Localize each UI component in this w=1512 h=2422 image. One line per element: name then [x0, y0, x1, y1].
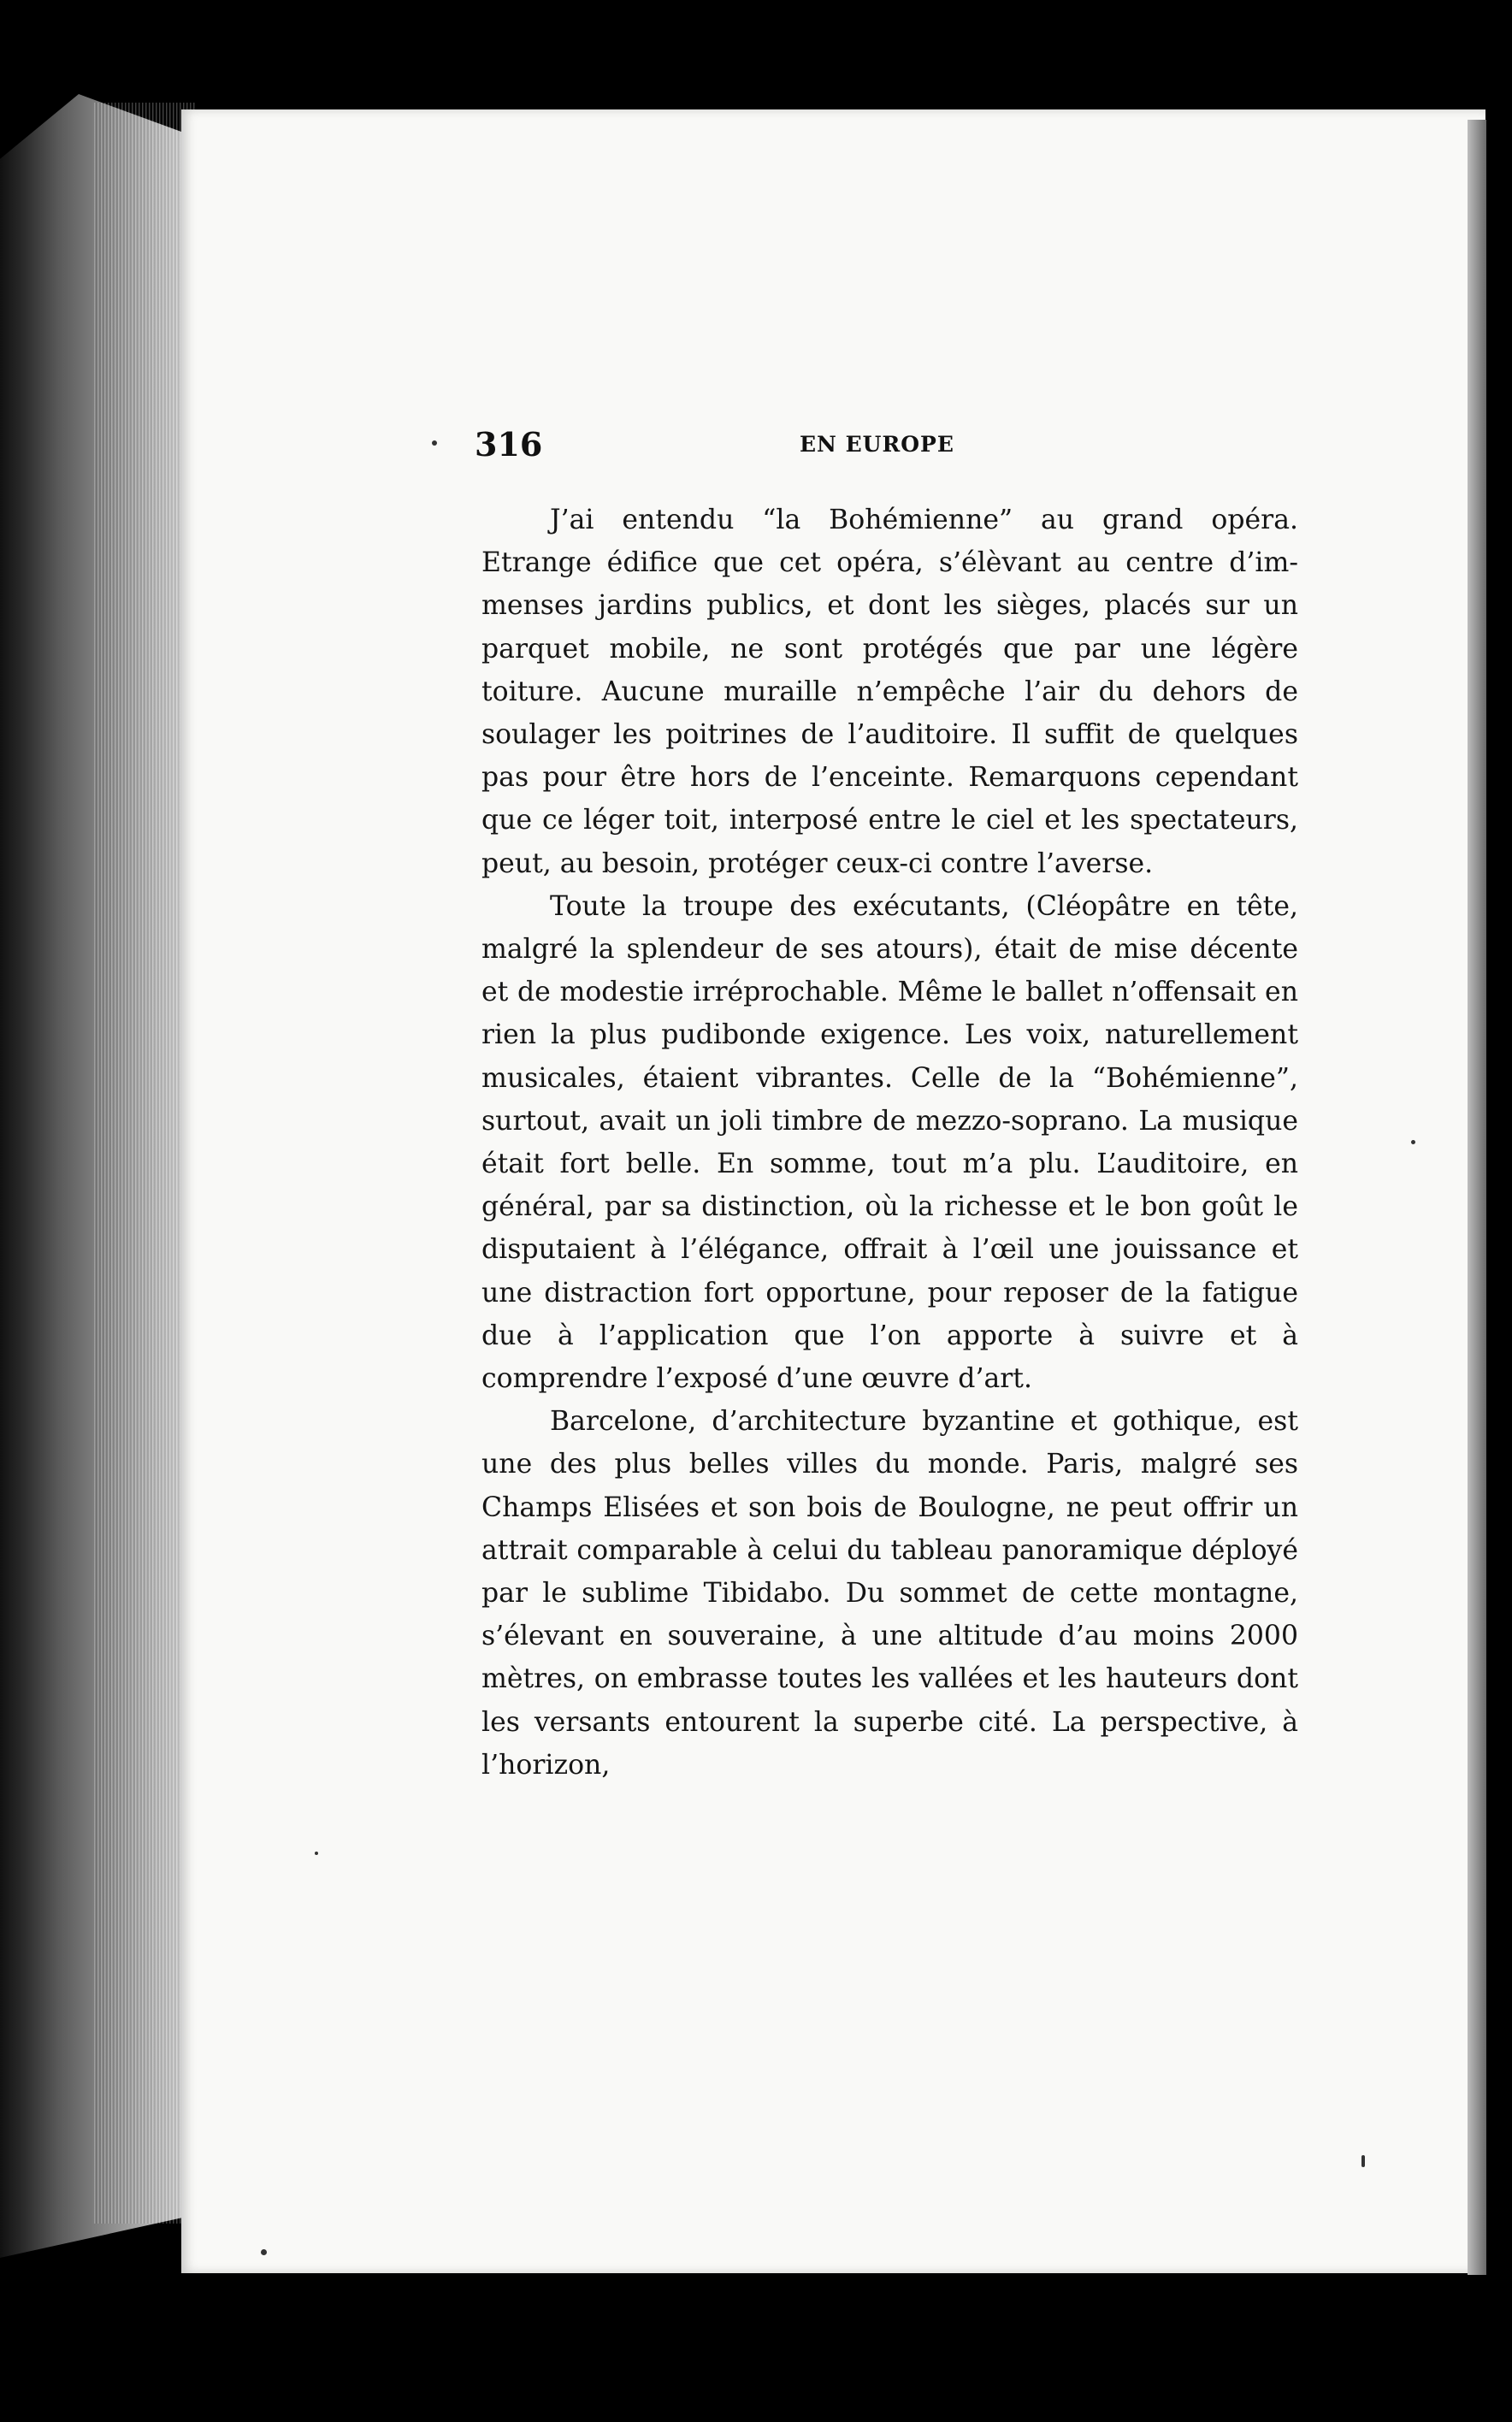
page-number: 316: [475, 425, 543, 464]
dust-speck: [1411, 1140, 1415, 1144]
paragraph: J’ai entendu “la Bohémienne” au grand opéra. Etrange édifice que cet opéra, s’élèvant au centre d’immenses jardins publics, et dont les sièges, placés sur un parquet mobile, ne sont protégés que par une légère toiture. Aucune muraille n’empêche l’air du dehors de soulager les poitrines de l’auditoire. Il suffit de quelques pas pour être hors de l’enceinte. Remarquons cependant que ce léger toit, interposé entre le ciel et les spectateurs, peut, au besoin, protéger ceux-ci contre l’averse.: [481, 505, 1298, 879]
dust-speck: [315, 1852, 318, 1855]
running-head: [475, 425, 1300, 468]
running-title: EN EUROPE: [800, 432, 954, 457]
dust-speck: [432, 440, 437, 446]
body-text: [481, 499, 1298, 1787]
paragraph: Toute la troupe des exécutants, (Cléopâtre en tête, malgré la splendeur de ses atours), était de mise décente et de modestie irréprochable. Même le ballet n’offensait en rien la plus pudibonde exigence. Les voix, naturellement musicales, étaient vibrantes. Celle de la “Bohémienne”, surtout, avait un joli timbre de mezzo-soprano. La musique était fort belle. En somme, tout m’a plu. L’auditoire, en général, par sa distinction, où la richesse et le bon goût le disputaient à l’élégance, offrait à l’œil une jouissance et une distraction fort opportune, pour reposer de la fatigue due à l’application que l’on apporte à suivre et à comprendre l’exposé d’une œuvre d’art.: [481, 890, 1298, 1395]
dust-speck: [1361, 2155, 1365, 2167]
paragraph: Barcelone, d’architecture byzantine et gothique, est une des plus belles villes du monde. Paris, malgré ses Champs Elisées et son bois de Boulogne, ne peut offrir un attrait comparable à celui du tableau panoramique déployé par le sublime Tibidabo. Du sommet de cette montagne, s’élevant en souveraine, à une altitude d’au moins 2000 mètres, on embrasse toutes les vallées et les hauteurs dont les versants entourent la superbe cité. La perspective, à l’horizon,: [481, 1406, 1298, 1781]
page-right-shadow: [1468, 120, 1486, 2275]
dust-speck: [261, 2249, 267, 2255]
